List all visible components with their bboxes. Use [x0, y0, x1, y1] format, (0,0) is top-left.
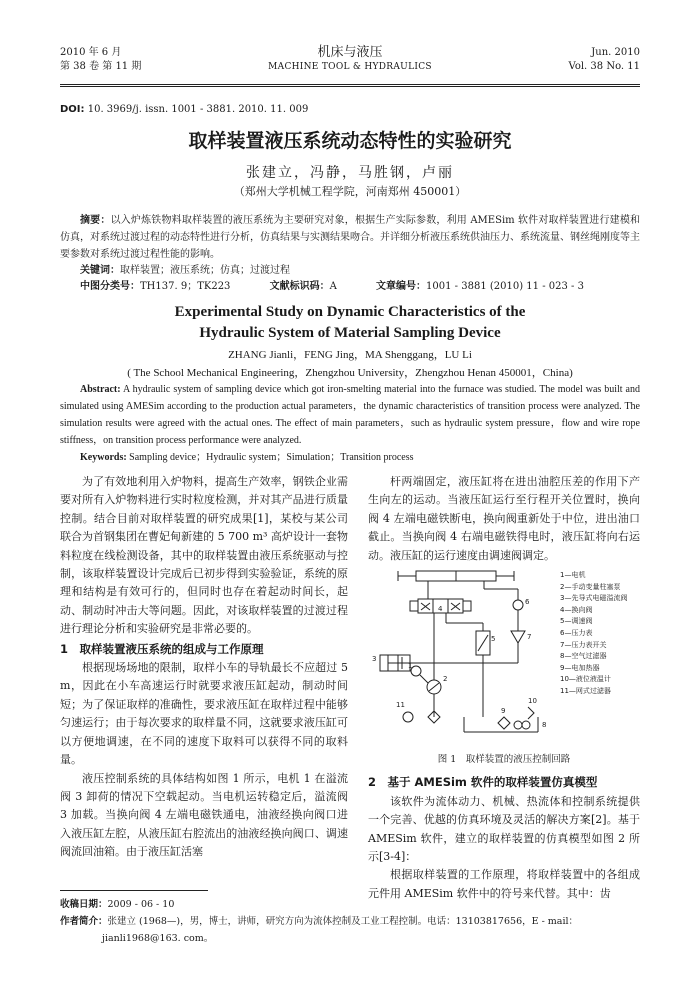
header-date-cn: 2010 年 6 月: [60, 47, 122, 58]
legend-item: 10—液位液温计: [560, 675, 611, 684]
callout-11: 11: [396, 701, 405, 710]
header-volume-cn: 第 38 卷 第 11 期: [60, 61, 142, 72]
header-journal-cn: 机床与液压: [317, 45, 383, 60]
header-volume-en: Vol. 38 No. 11: [568, 61, 640, 72]
legend-item: 3—先导式电磁溢流阀: [560, 594, 628, 603]
callout-5: 5: [491, 635, 496, 644]
callout-4: 4: [438, 605, 443, 614]
footnote: [60, 896, 640, 947]
legend-item: 1—电机: [560, 571, 586, 580]
section-heading-2: 2 基于 AMESim 软件的取样装置仿真模型: [368, 775, 598, 790]
figure-1-caption: 图 1 取样装置的液压控制回路: [437, 754, 571, 766]
doi-value[interactable]: 10. 3969/j. issn. 1001 - 3881. 2010. 11. 009: [87, 104, 309, 115]
authors-en: ZHANG Jianli，FENG Jing，MA Shenggang，LU Li: [228, 349, 472, 361]
legend-item: 8—空气过滤器: [560, 652, 607, 661]
clc-value: TH137. 9；TK223: [140, 281, 231, 292]
callout-6: 6: [525, 598, 530, 607]
body-left-column: [60, 473, 348, 862]
legend-item: 11—网式过滤器: [560, 686, 611, 695]
legend-item: 2—手动变量柱塞泵: [560, 582, 621, 591]
doi-label: DOI:: [60, 104, 85, 115]
paragraph: 根据现场场地的限制，取样小车的导轨最长不应超过 5 m，因此在小车高速运行时就要求液压缸起动，制动时间短；为了保证取样的准确性，要求液压缸在取样过程中能够匀速运行；由于每次要求的取样量不同，这就要求液压缸可以方便地调速，在不同的速度下取料可以获得不同的取料量。: [60, 661, 348, 767]
received-label: 收稿日期：: [60, 899, 108, 910]
callout-7: 7: [527, 633, 532, 642]
title-en: [60, 302, 640, 344]
abstract-en-text: A hydraulic system of sampling device which got iron-smelting material into the furnace was studied. The model was built and simulated using AMESim according to the production actual parameters，the dynamic characteristics of transition process were analyzed. The simulation results were agreed with the actual ones. The effect of main parameters，such as hydraulic system pressure，flow and wire rope stiffness，on transition process performance were analyzed.: [60, 384, 640, 446]
abstract-cn-text: 以入炉炼铁物料取样装置的液压系统为主要研究对象，根据生产实际参数，利用 AMESim 软件对取样装置进行建模和仿真，对系统过渡过程的动态特性进行分析，仿真结果与实测结果吻合。并详细分析液压系统供油压力、系统流量、钢丝绳刚度等主要参数对系统过渡过程性能的影响。: [60, 215, 641, 260]
section-heading-1: 1 取样装置液压系统的组成与工作原理: [60, 641, 264, 656]
author-bio-label: 作者简介：: [60, 916, 108, 927]
keywords-cn: [80, 263, 290, 279]
running-header: [60, 46, 640, 86]
footnote-rule: [60, 890, 208, 891]
paragraph: 该软件为流体动力、机械、热流体和控制系统提供一个完善、优越的仿真环境及灵活的解决方案[2]。基于 AMESim 软件，建立的取样装置的仿真模型如图 2 所示[3-4]：: [368, 794, 640, 864]
figure-legend: [560, 570, 627, 698]
legend-item: 9—电加热器: [560, 663, 600, 672]
article-no-label: 文章编号：: [376, 281, 427, 292]
header-rule: [60, 84, 640, 85]
pressure-gauge-shape: [513, 600, 523, 610]
legend-item: 7—压力表开关: [560, 640, 607, 649]
legend-item: 4—换向阀: [560, 605, 593, 614]
paragraph: 杆两端固定，液压缸将在进出油腔压差的作用下产生向左的运动。当液压缸运行至行程开关位置时，换向阀 4 左端电磁铁断电，换向阀重新处于中位，进出油口截止。当换向阀 4 右端电磁铁得电时，液压缸将向右运动。液压缸的运行速度由调速阀调定。: [368, 475, 640, 562]
keywords-en-text: Sampling device；Hydraulic system；Simulation；Transition process: [126, 452, 414, 463]
callout-8: 8: [542, 721, 547, 730]
filter-shape: [403, 712, 413, 722]
abstract-en-label: Abstract:: [80, 384, 121, 395]
abstract-en: [60, 381, 640, 449]
doc-code-label: 文献标识码：: [269, 281, 330, 292]
author-bio: 张建立 (1968—)，男，博士，讲师，研究方向为流体控制及工业工程控制。电话：13103817656，E - mail：: [107, 916, 579, 927]
motor-shape: [411, 666, 421, 676]
header-journal-en: MACHINE TOOL & HYDRAULICS: [268, 62, 432, 72]
keywords-en: [80, 448, 414, 463]
paragraph: 为了有效地利用入炉物料，提高生产效率，钢铁企业需要对所有入炉物料进行实时粒度检测，并对其产品进行质量控制。结合目前对取样装置的研究成果[1]，某校与某公司联合为首钢集团在曹妃甸新建的 5 700 m³ 高炉设计一套物料粒度在线检测设备，其中的取样装置由液压系统驱动与控制，该取样装置设计完成后已初步得到实验验证，系统的原理和结构是有效可行的，但同时也存在着起动时间长，起动、制动时冲击大等问题。因此，对该取样装置的过渡过程进行理论分析和实验研究是非常必要的。: [60, 475, 348, 636]
paragraph: 根据取样装置的工作原理，将取样装置中的各组成元件用 AMESim 软件中的符号来代替。其中：齿: [368, 868, 640, 900]
callout-2: 2: [443, 675, 448, 684]
abstract-cn-label: 摘要：: [80, 215, 111, 226]
classification-cn: [80, 279, 620, 295]
affiliation-en: ( The School Mechanical Engineering，Zhengzhou University，Zhengzhou Henan 450001，China): [127, 367, 573, 379]
clc-label: 中图分类号：: [80, 281, 140, 292]
affiliation-cn: （郑州大学机械工程学院，河南郑州 450001）: [233, 185, 467, 198]
hydraulic-circuit-diagram: [368, 567, 558, 749]
callout-1: 1: [408, 662, 413, 671]
header-rule-thin: [60, 86, 640, 87]
authors-cn: 张建立，冯静，马胜钢，卢丽: [246, 165, 454, 181]
title-en-line2: Hydraulic System of Material Sampling Device: [199, 325, 501, 341]
figure-1-hydraulic-circuit: [368, 567, 640, 749]
keywords-cn-label: 关键词：: [80, 265, 120, 276]
keywords-en-label: Keywords:: [80, 452, 127, 463]
abstract-cn: [60, 212, 640, 263]
callout-3: 3: [372, 655, 377, 664]
received-date: 2009 - 06 - 10: [107, 899, 175, 910]
doc-code-value: A: [329, 281, 337, 292]
title-cn: 取样装置液压系统动态特性的实验研究: [188, 130, 512, 152]
title-en-line1: Experimental Study on Dynamic Characteristics of the: [174, 304, 526, 320]
article-no-value: 1001 - 3881 (2010) 11 - 023 - 3: [426, 281, 584, 292]
callout-10: 10: [528, 697, 537, 706]
legend-item: 6—压力表: [560, 629, 593, 637]
doi-line: [60, 104, 308, 115]
legend-item: 5—调速阀: [560, 617, 593, 626]
header-date-en: Jun. 2010: [591, 47, 640, 58]
body-right-column: [368, 473, 640, 903]
callout-9: 9: [501, 707, 506, 716]
keywords-cn-text: 取样装置；液压系统；仿真；过渡过程: [120, 265, 290, 276]
author-email[interactable]: jianli1968@163. com。: [102, 933, 214, 944]
paragraph: 液压控制系统的具体结构如图 1 所示，电机 1 在溢流阀 3 卸荷的情况下空载起动。当电机运转稳定后，溢流阀 3 加载。当换向阀 4 左端电磁铁通电，油液经换向阀口进入液压缸左腔，从液压缸右腔流出的油液经换向阀口、调速阀流回油箱。由于液压缸活塞: [60, 771, 348, 859]
